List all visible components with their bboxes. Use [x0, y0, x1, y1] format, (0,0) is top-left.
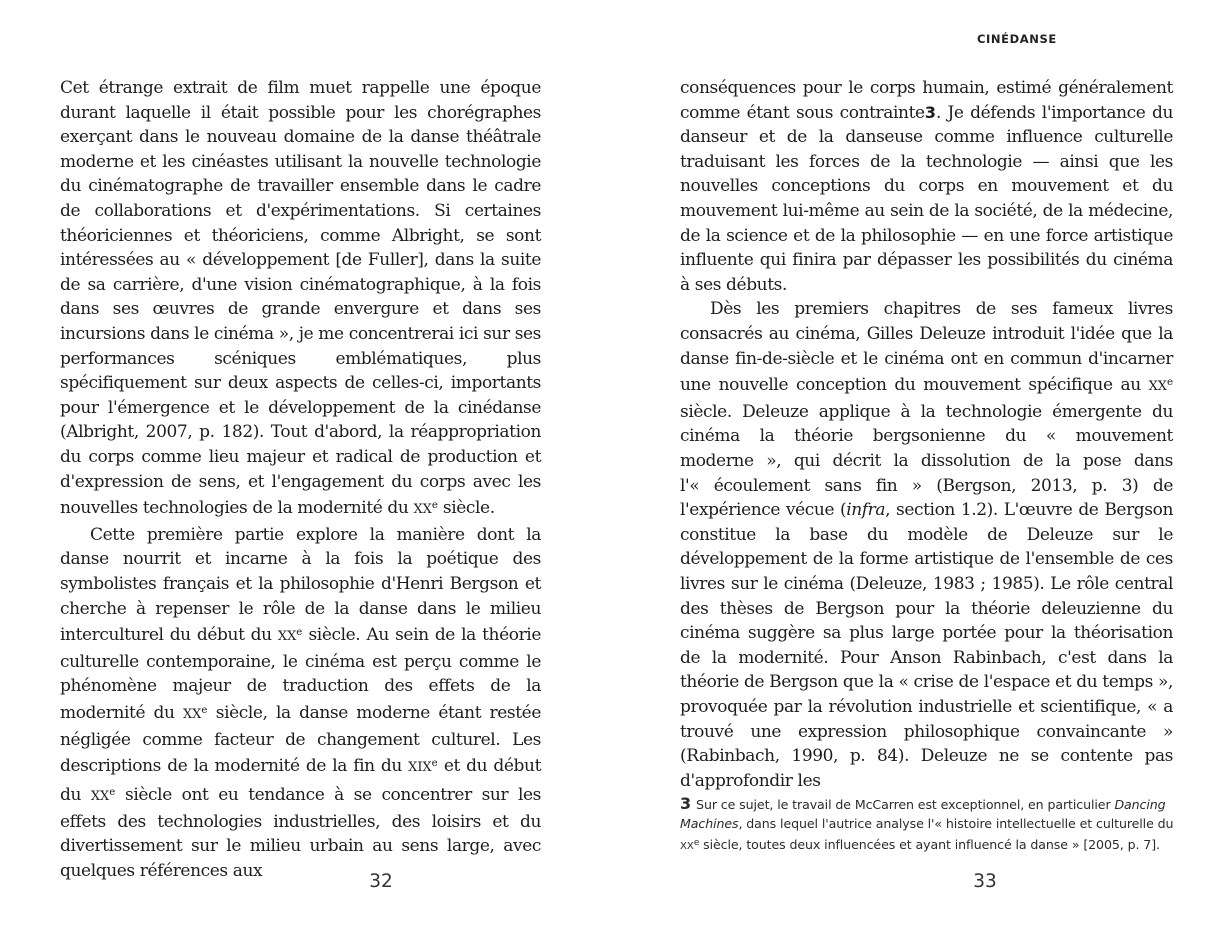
text-segment: siècle. Au sein de la théorie culturelle contemporaine, le cinéma est perçu comme le phénomène majeur de traduction des effets de la modernité du: [60, 625, 541, 724]
text-segment-sc: XX: [277, 629, 297, 645]
text-segment: siècle ont eu tendance à se concentrer sur les effets des technologies industrielles, des loisirs et du divertissement sur le milieu urbain au sens large, avec quelques références aux: [60, 785, 541, 881]
text-segment-sc: XX: [1148, 379, 1167, 395]
text-segment-sup: e: [201, 705, 208, 717]
page-number-right: 33: [973, 871, 997, 892]
text-segment-sc: XX: [680, 840, 694, 852]
text-segment: Cet étrange extrait de film muet rappelle une époque durant laquelle il était possible pour les chorégraphes exerçant dans le nouveau domaine de la danse théâtrale moderne et les cinéastes utilisant la nouvelle technologie du cinématographe de travailler ensemble dans le cadre de collaborations et d'expérimentations. Si certaines théoriciennes et théoriciens, comme Albright, se sont intéressées au « développement [de Fuller], dans la suite de sa carrière, d'une vision cinématographique, à la fois dans ses œuvres de grande envergure et dans ses incursions dans le cinéma », je me concentrerai ici sur ses performances scéniques emblématiques, plus spécifiquement sur deux aspects de celles-ci, importants pour l'émergence et le développement de la cinédanse (Albright, 2007, p. 182). Tout d'abord, la réappropriation du corps comme lieu majeur et radical de production et d'expression de sens, et l'engagement du corps avec les nouvelles technologies de la modernité du: [60, 78, 541, 519]
text-segment: , dans lequel l'autrice analyse l'« histoire intellectuelle et culturelle du: [738, 816, 1174, 832]
text-segment: et du début du: [60, 756, 541, 806]
footnote-text: [680, 797, 1173, 852]
text-segment-sup: e: [431, 500, 438, 512]
paragraph: [60, 76, 541, 523]
text-segment-i: infra: [846, 500, 886, 521]
text-segment: Cette première partie explore la manière dont la danse nourrit et incarne à la fois la poétique des symbolistes français et la philosophie d'Henri Bergson et cherche à repenser le rôle de la danse dans le milieu interculturel du début du: [60, 524, 541, 646]
text-segment-fnmark: 3: [924, 102, 936, 122]
text-segment: Dès les premiers chapitres de ses fameux livres consacrés au cinéma, Gilles Deleuze introduit l'idée que la danse fin-de-siècle et le cinéma ont en commun d'incarner une nouvelle conception du mouvement spécifique au: [680, 299, 1173, 396]
paragraph: [60, 523, 541, 884]
text-segment-sup: e: [296, 627, 303, 639]
footnote-number: 3: [680, 794, 692, 813]
text-segment-i: Dancing Machines: [680, 797, 1166, 832]
text-segment: siècle.: [437, 498, 495, 519]
text-segment-sc: XIX: [408, 760, 432, 776]
text-segment: siècle, la danse moderne étant restée négligée comme facteur de changement culturel. Les descriptions de la modernité de la fin du: [60, 703, 541, 777]
text-segment: , section 1.2). L'œuvre de Bergson constitue la base du modèle de Deleuze sur le développement de la forme artistique de l'ensemble de ces livres sur le cinéma (Deleuze, 1983 ; 1985). Le rôle central des thèses de Bergson pour la théorie deleuzienne du cinéma suggère sa plus large portée pour la théorisation de la modernité. Pour Anson Rabinbach, c'est dans la théorie de Bergson que la « crise de l'espace et du temps », provoquée par la révolution industrielle et scientifique, « a trouvé une expression philosophique convaincante » (Rabinbach, 1990, p. 84). Deleuze ne se contente pas d'approfondir les: [680, 500, 1173, 791]
text-segment-sup: e: [693, 837, 700, 848]
text-segment-sup: e: [1166, 377, 1173, 389]
text-segment-sc: XX: [413, 502, 432, 518]
left-page-text: [60, 76, 541, 883]
paragraph: [680, 297, 1173, 793]
text-segment-sc: XX: [90, 789, 110, 805]
text-segment-sup: e: [109, 787, 116, 798]
running-header: CINÉDANSE: [977, 32, 1057, 46]
text-segment: siècle. Deleuze applique à la technologie émergente du cinéma la théorie bergsonienne du « mouvement moderne », qui décrit la dissolution de la pose dans l'« écoulement sans fin » (Bergson, 2013, p. 3) de l'expérience vécue (: [680, 401, 1173, 521]
text-segment-sc: XX: [182, 707, 202, 723]
text-segment: . Je défends l'importance du danseur et de la danseuse comme influence culturelle traduisant les forces de la technologie — ainsi que les nouvelles conceptions du corps en mouvement et du mouvement lui-même au sein de la société, de la médecine, de la science et de la philosophie — en une force artistique influente qui finira par dépasser les possibilités du cinéma à ses débuts.: [680, 102, 1173, 295]
page-number-left: 32: [369, 871, 393, 892]
text-segment-sup: e: [431, 758, 438, 770]
right-page-text: [680, 76, 1173, 793]
text-segment: siècle, toutes deux influencées et ayant influencé la danse » [2005, p. 7].: [699, 836, 1160, 852]
footnote: [680, 794, 1186, 856]
paragraph: [680, 76, 1173, 297]
text-segment: conséquences pour le corps humain, estimé généralement comme étant sous contrainte: [680, 78, 1173, 123]
text-segment: Sur ce sujet, le travail de McCarren est exceptionnel, en particulier: [696, 797, 1115, 812]
